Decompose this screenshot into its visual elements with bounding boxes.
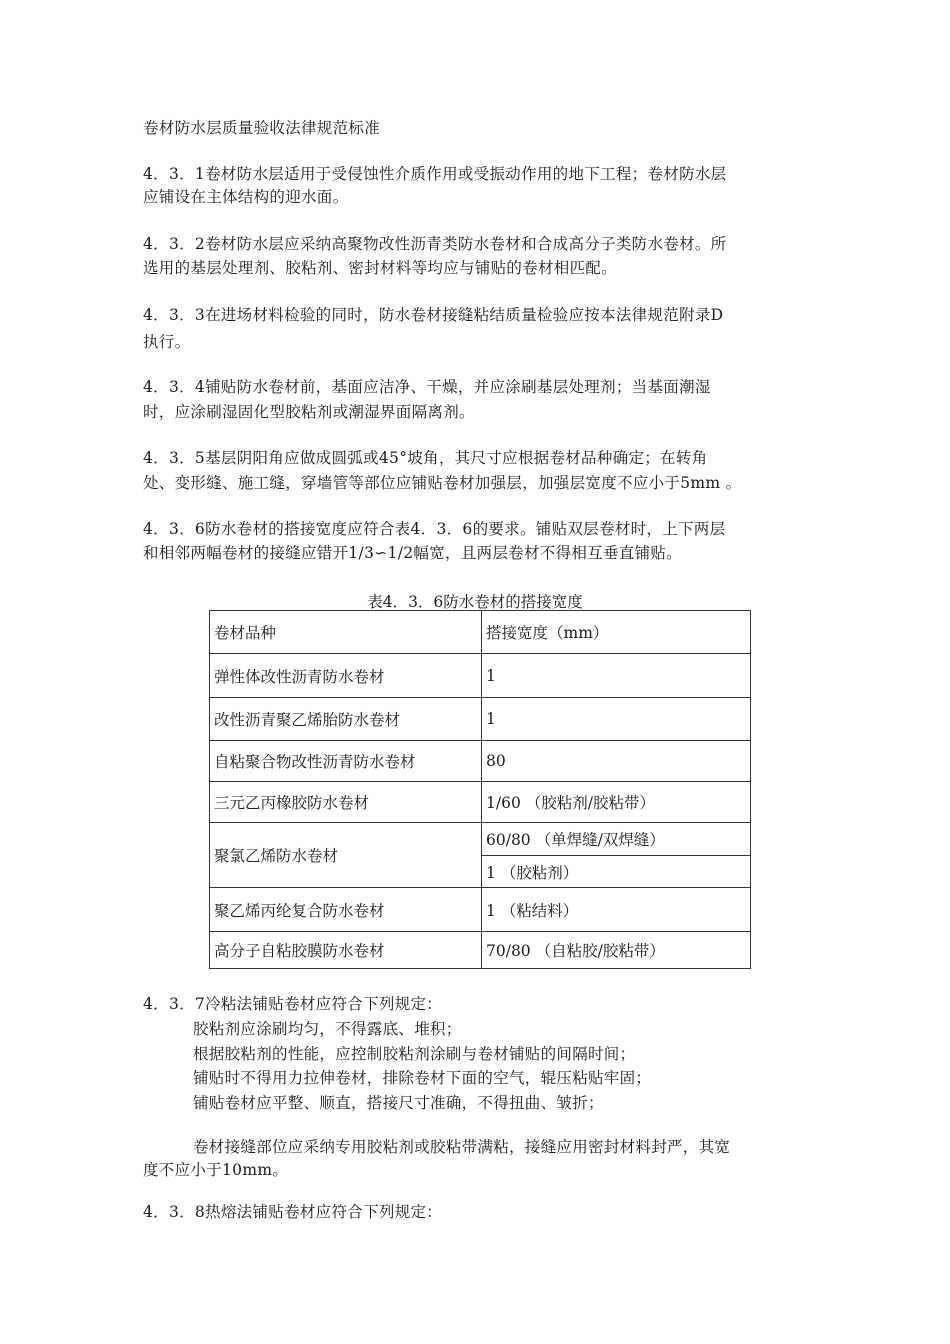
clause-4-3-1-line-2: 应铺设在主体结构的迎水面。 xyxy=(143,188,349,206)
table-header-row xyxy=(210,611,751,654)
table-row xyxy=(210,741,751,782)
table-row xyxy=(210,888,751,932)
clause-4-3-1-line-1: 4．3．1卷材防水层适用于受侵蚀性介质作用或受振动作用的地下工程；卷材防水层 xyxy=(143,165,727,183)
table-row xyxy=(210,932,751,969)
material-cell: 自粘聚合物改性沥青防水卷材 xyxy=(210,741,482,782)
material-cell: 改性沥青聚乙烯胎防水卷材 xyxy=(210,698,482,741)
clause-4-3-7-item-1: 胶粘剂应涂刷均匀，不得露底、堆积； xyxy=(193,1020,462,1038)
clause-4-3-7-paragraph-line-1: 卷材接缝部位应采纳专用胶粘剂或胶粘带满粘，接缝应用密封材料封严，其宽 xyxy=(193,1138,731,1156)
table-row xyxy=(210,654,751,698)
width-cell: 70/80 （自粘胶/胶粘带） xyxy=(482,932,751,969)
header-material: 卷材品种 xyxy=(210,611,482,654)
width-cell: 1 xyxy=(482,698,751,741)
material-cell: 高分子自粘胶膜防水卷材 xyxy=(210,932,482,969)
material-cell: 弹性体改性沥青防水卷材 xyxy=(210,654,482,698)
clause-4-3-3-line-1: 4．3．3在进场材料检验的同时，防水卷材接缝粘结质量检验应按本法律规范附录D xyxy=(143,306,724,324)
clause-4-3-4-line-2: 时，应涂刷湿固化型胶粘剂或潮湿界面隔离剂。 xyxy=(143,403,475,421)
table-row xyxy=(210,823,751,856)
clause-4-3-3-line-2: 执行。 xyxy=(143,333,191,351)
clause-4-3-7-item-2: 根据胶粘剂的性能，应控制胶粘剂涂刷与卷材铺贴的间隔时间； xyxy=(193,1045,636,1063)
width-cell: 80 xyxy=(482,741,751,782)
material-cell: 聚乙烯丙纶复合防水卷材 xyxy=(210,888,482,932)
document-title: 卷材防水层质量验收法律规范标准 xyxy=(143,119,381,137)
clause-4-3-8-heading: 4．3．8热熔法铺贴卷材应符合下列规定： xyxy=(143,1203,443,1221)
clause-4-3-5-line-1: 4．3．5基层阴阳角应做成圆弧或45°坡角，其尺寸应根据卷材品种确定；在转角 xyxy=(143,449,708,467)
overlap-width-table xyxy=(209,610,751,969)
clause-4-3-6-line-1: 4．3．6防水卷材的搭接宽度应符合表4．3．6的要求。铺贴双层卷材时，上下两层 xyxy=(143,520,726,538)
clause-4-3-5-line-2: 处、变形缝、施工缝，穿墙管等部位应铺贴卷材加强层，加强层宽度不应小于5mm 。 xyxy=(143,474,742,492)
width-cell: 60/80 （单焊缝/双焊缝） xyxy=(482,823,751,856)
clause-4-3-2-line-1: 4．3．2卷材防水层应采纳高聚物改性沥青类防水卷材和合成高分子类防水卷材。所 xyxy=(143,235,727,253)
material-cell: 聚氯乙烯防水卷材 xyxy=(210,823,482,888)
clause-4-3-7-item-3: 铺贴时不得用力拉伸卷材，排除卷材下面的空气，辊压粘贴牢固； xyxy=(193,1069,652,1087)
material-cell: 三元乙丙橡胶防水卷材 xyxy=(210,782,482,823)
clause-4-3-7-paragraph-line-2: 度不应小于10mm。 xyxy=(143,1161,289,1179)
clause-4-3-2-line-2: 选用的基层处理剂、胶粘剂、密封材料等均应与铺贴的卷材相匹配。 xyxy=(143,259,618,277)
table-caption: 表4．3．6防水卷材的搭接宽度 xyxy=(367,593,583,611)
width-cell: 1 （胶粘剂） xyxy=(482,856,751,888)
table-row xyxy=(210,782,751,823)
header-overlap-width: 搭接宽度（mm） xyxy=(482,611,751,654)
clause-4-3-6-line-2: 和相邻两幅卷材的接缝应错开1/3∽1/2幅宽，且两层卷材不得相互垂直铺贴。 xyxy=(143,544,682,562)
clause-4-3-7-heading: 4．3．7冷粘法铺贴卷材应符合下列规定： xyxy=(143,995,443,1013)
clause-4-3-4-line-1: 4．3．4铺贴防水卷材前，基面应洁净、干燥，并应涂刷基层处理剂；当基面潮湿 xyxy=(143,378,711,396)
width-cell: 1 xyxy=(482,654,751,698)
table-row xyxy=(210,698,751,741)
width-cell: 1 （粘结料） xyxy=(482,888,751,932)
clause-4-3-7-item-4: 铺贴卷材应平整、顺直，搭接尺寸准确，不得扭曲、皱折； xyxy=(193,1094,604,1112)
width-cell: 1/60 （胶粘剂/胶粘带） xyxy=(482,782,751,823)
